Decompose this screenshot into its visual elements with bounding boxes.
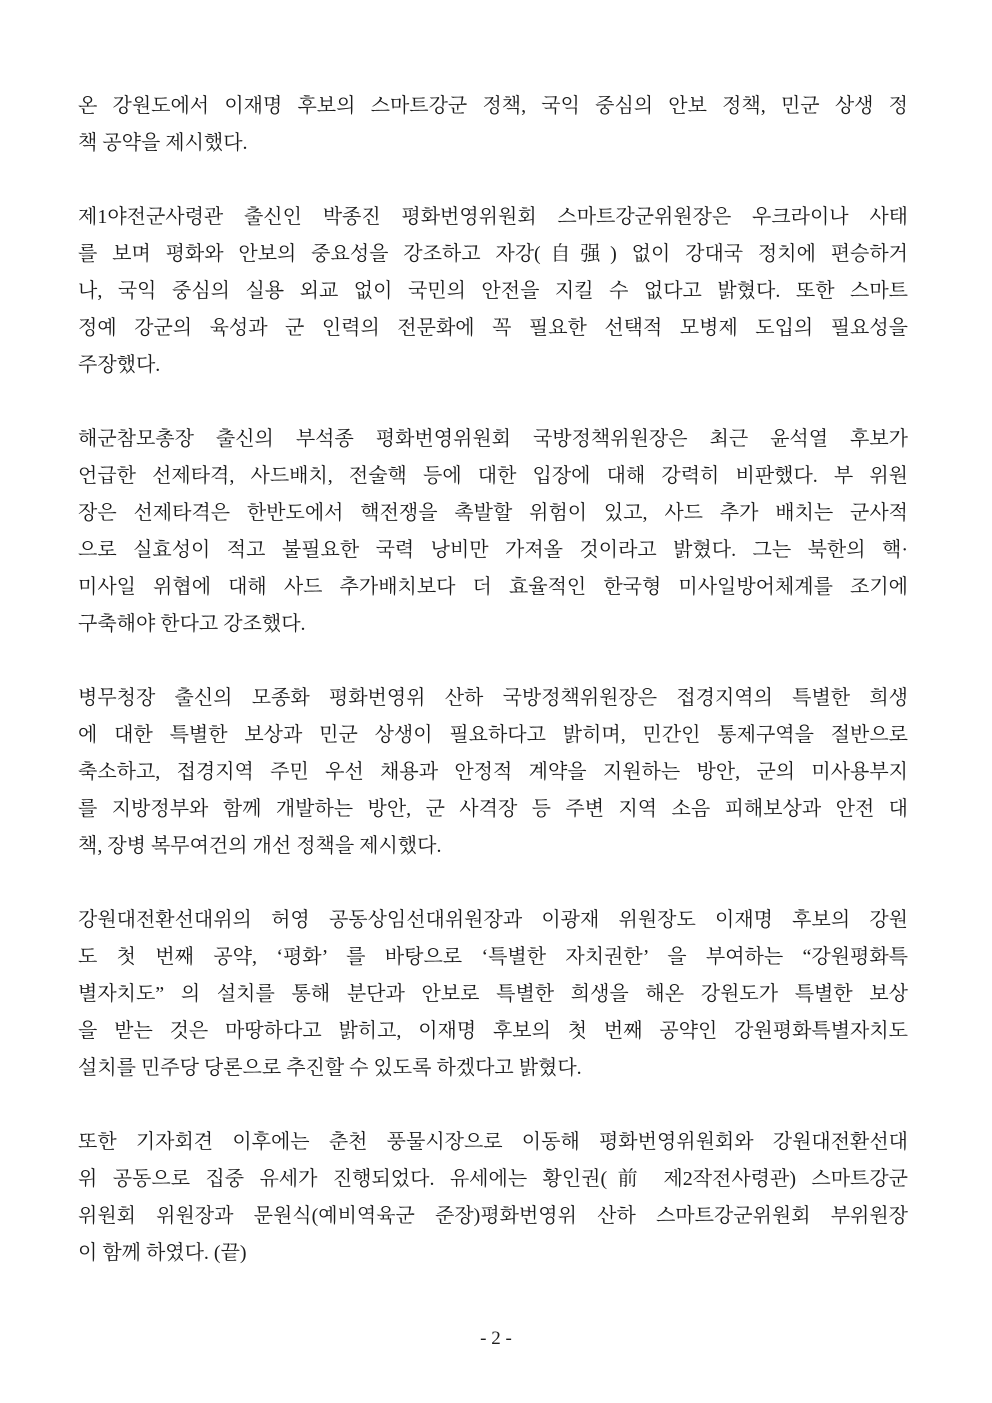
text-line: 책, 장병 복무여건의 개선 정책을 제시했다. (78, 835, 442, 857)
text-line: 책 공약을 제시했다. (78, 132, 248, 154)
text-line: 이 함께 하였다. (끝) (78, 1242, 247, 1264)
text-line: 도 첫 번째 공약, ‘평화’ 를 바탕으로 ‘특별한 자치권한’ 을 부여하는 “강원평화특 (78, 946, 908, 968)
paragraph (78, 902, 908, 1087)
text-line: 별자치도” 의 설치를 통해 분단과 안보로 특별한 희생을 해온 강원도가 특별한 보상 (78, 983, 908, 1005)
text-line: 을 받는 것은 마땅하다고 밝히고, 이재명 후보의 첫 번째 공약인 강원평화특별자치도 (78, 1020, 908, 1042)
text-line: 에 대한 특별한 보상과 민군 상생이 필요하다고 밝히며, 민간인 통제구역을 절반으로 (78, 724, 908, 746)
text-line: 해군참모총장 출신의 부석종 평화번영위원회 국방정책위원장은 최근 윤석열 후보가 (78, 428, 908, 450)
text-line: 제1야전군사령관 출신인 박종진 평화번영위원회 스마트강군위원장은 우크라이나 사태 (78, 206, 908, 228)
text-line: 장은 선제타격은 한반도에서 핵전쟁을 촉발할 위험이 있고, 사드 추가 배치는 군사적 (78, 502, 908, 524)
text-line: 미사일 위협에 대해 사드 추가배치보다 더 효율적인 한국형 미사일방어체계를 조기에 (78, 576, 908, 598)
text-line: 를 보며 평화와 안보의 중요성을 강조하고 자강(自强) 없이 강대국 정치에 편승하거 (78, 243, 908, 265)
paragraph (78, 680, 908, 865)
text-line: 병무청장 출신의 모종화 평화번영위 산하 국방정책위원장은 접경지역의 특별한 희생 (78, 687, 908, 709)
text-line: 를 지방정부와 함께 개발하는 방안, 군 사격장 등 주변 지역 소음 피해보상과 안전 대 (78, 798, 908, 820)
text-line: 나, 국익 중심의 실용 외교 없이 국민의 안전을 지킬 수 없다고 밝혔다. 또한 스마트 (78, 280, 908, 302)
text-line: 또한 기자회견 이후에는 춘천 풍물시장으로 이동해 평화번영위원회와 강원대전환선대 (78, 1131, 908, 1153)
text-line: 구축해야 한다고 강조했다. (78, 613, 306, 635)
paragraph (78, 1124, 908, 1272)
text-line: 언급한 선제타격, 사드배치, 전술핵 등에 대한 입장에 대해 강력히 비판했다. 부 위원 (78, 465, 908, 487)
text-line: 정예 강군의 육성과 군 인력의 전문화에 꼭 필요한 선택적 모병제 도입의 필요성을 (78, 317, 908, 339)
text-line: 축소하고, 접경지역 주민 우선 채용과 안정적 계약을 지원하는 방안, 군의 미사용부지 (78, 761, 908, 783)
text-line: 강원대전환선대위의 허영 공동상임선대위원장과 이광재 위원장도 이재명 후보의 강원 (78, 909, 908, 931)
text-line: 위원회 위원장과 문원식(예비역육군 준장)평화번영위 산하 스마트강군위원회 부위원장 (78, 1205, 908, 1227)
text-line: 온 강원도에서 이재명 후보의 스마트강군 정책, 국익 중심의 안보 정책, 민군 상생 정 (78, 95, 908, 117)
paragraph (78, 421, 908, 643)
text-line: 설치를 민주당 당론으로 추진할 수 있도록 하겠다고 밝혔다. (78, 1057, 582, 1079)
paragraph (78, 88, 908, 162)
paragraph (78, 199, 908, 384)
text-line: 위 공동으로 집중 유세가 진행되었다. 유세에는 황인권(前 제2작전사령관) 스마트강군 (78, 1168, 908, 1190)
page-number: - 2 - (480, 1328, 512, 1349)
text-line: 으로 실효성이 적고 불필요한 국력 낭비만 가져올 것이라고 밝혔다. 그는 북한의 핵· (78, 539, 908, 561)
body-text (78, 88, 908, 1272)
text-line: 주장했다. (78, 354, 161, 376)
